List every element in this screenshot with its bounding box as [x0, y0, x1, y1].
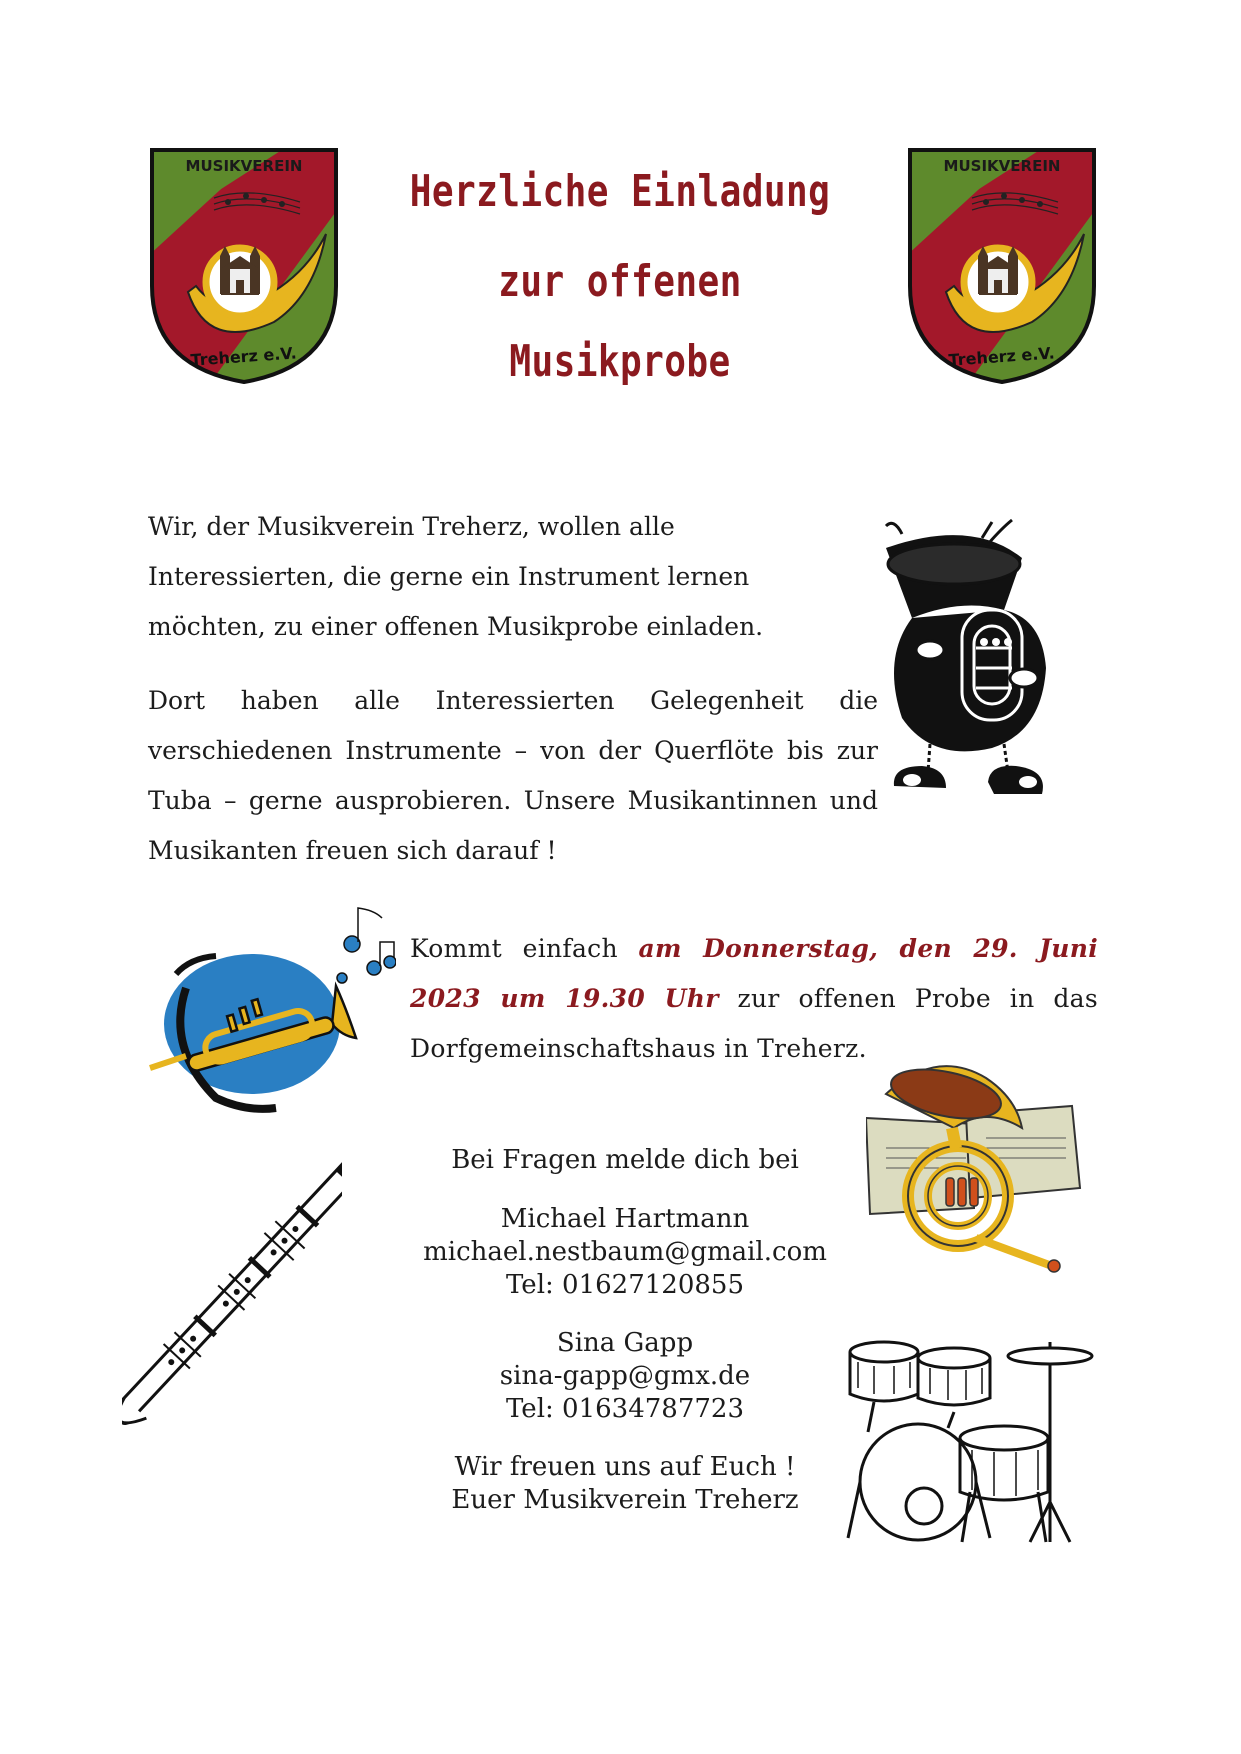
- title-line-1: Herzliche Einladung: [409, 166, 831, 217]
- drum-kit-illustration: [844, 1332, 1096, 1548]
- emblem-right: [906, 146, 1098, 386]
- emblem-left: [148, 146, 340, 386]
- emblem-bottom-text: Treherz e.V.: [947, 343, 1056, 370]
- emblem-top-text: MUSIKVEREIN: [943, 157, 1061, 175]
- event-rest: zur offenen Probe in das Dorfgemeinschaftshaus in Treherz.: [410, 984, 1098, 1063]
- contact-person-1-phone: Tel: 01627120855: [505, 1270, 744, 1300]
- contact-person-2-phone: Tel: 01634787723: [505, 1394, 744, 1424]
- emblem-bottom-text: Treherz e.V.: [189, 343, 298, 370]
- tuba-player-illustration: [872, 518, 1072, 808]
- contact-person-1-name: Michael Hartmann: [500, 1204, 750, 1234]
- event-paragraph: [410, 924, 1098, 1074]
- event-date: am Donnerstag, den 29. Juni 2023 um 19.30 Uhr: [410, 934, 1099, 1013]
- french-horn-illustration: [866, 1058, 1082, 1288]
- contact-person-2-email: sina-gapp@gmx.de: [499, 1361, 751, 1391]
- contact-person-2-name: Sina Gapp: [556, 1328, 694, 1358]
- emblem-top-text: MUSIKVEREIN: [185, 157, 303, 175]
- intro-paragraph-2: Dort haben alle Interessierten Gelegenheit die verschiedenen Instrumente – von der Querflöte bis zur Tuba – gerne ausprobieren. Unsere Musikantinnen und Musikanten freuen sich darauf !: [148, 686, 878, 865]
- title-line-3: Musikprobe: [509, 336, 731, 387]
- clarinet-illustration: [122, 1144, 342, 1450]
- contact-person-1-email: michael.nestbaum@gmail.com: [423, 1237, 827, 1267]
- trumpet-illustration: [146, 898, 396, 1120]
- contact-intro: Bei Fragen melde dich bei: [451, 1145, 799, 1175]
- title-line-2: zur offenen: [498, 256, 742, 307]
- event-lead: Kommt einfach: [410, 934, 639, 963]
- intro-paragraph-1: Wir, der Musikverein Treherz, wollen alle Interessierten, die gerne ein Instrument lernen möchten, zu einer offenen Musikprobe einladen.: [148, 512, 764, 641]
- closing-line-2: Euer Musikverein Treherz: [451, 1485, 799, 1515]
- closing-line-1: Wir freuen uns auf Euch !: [454, 1452, 796, 1482]
